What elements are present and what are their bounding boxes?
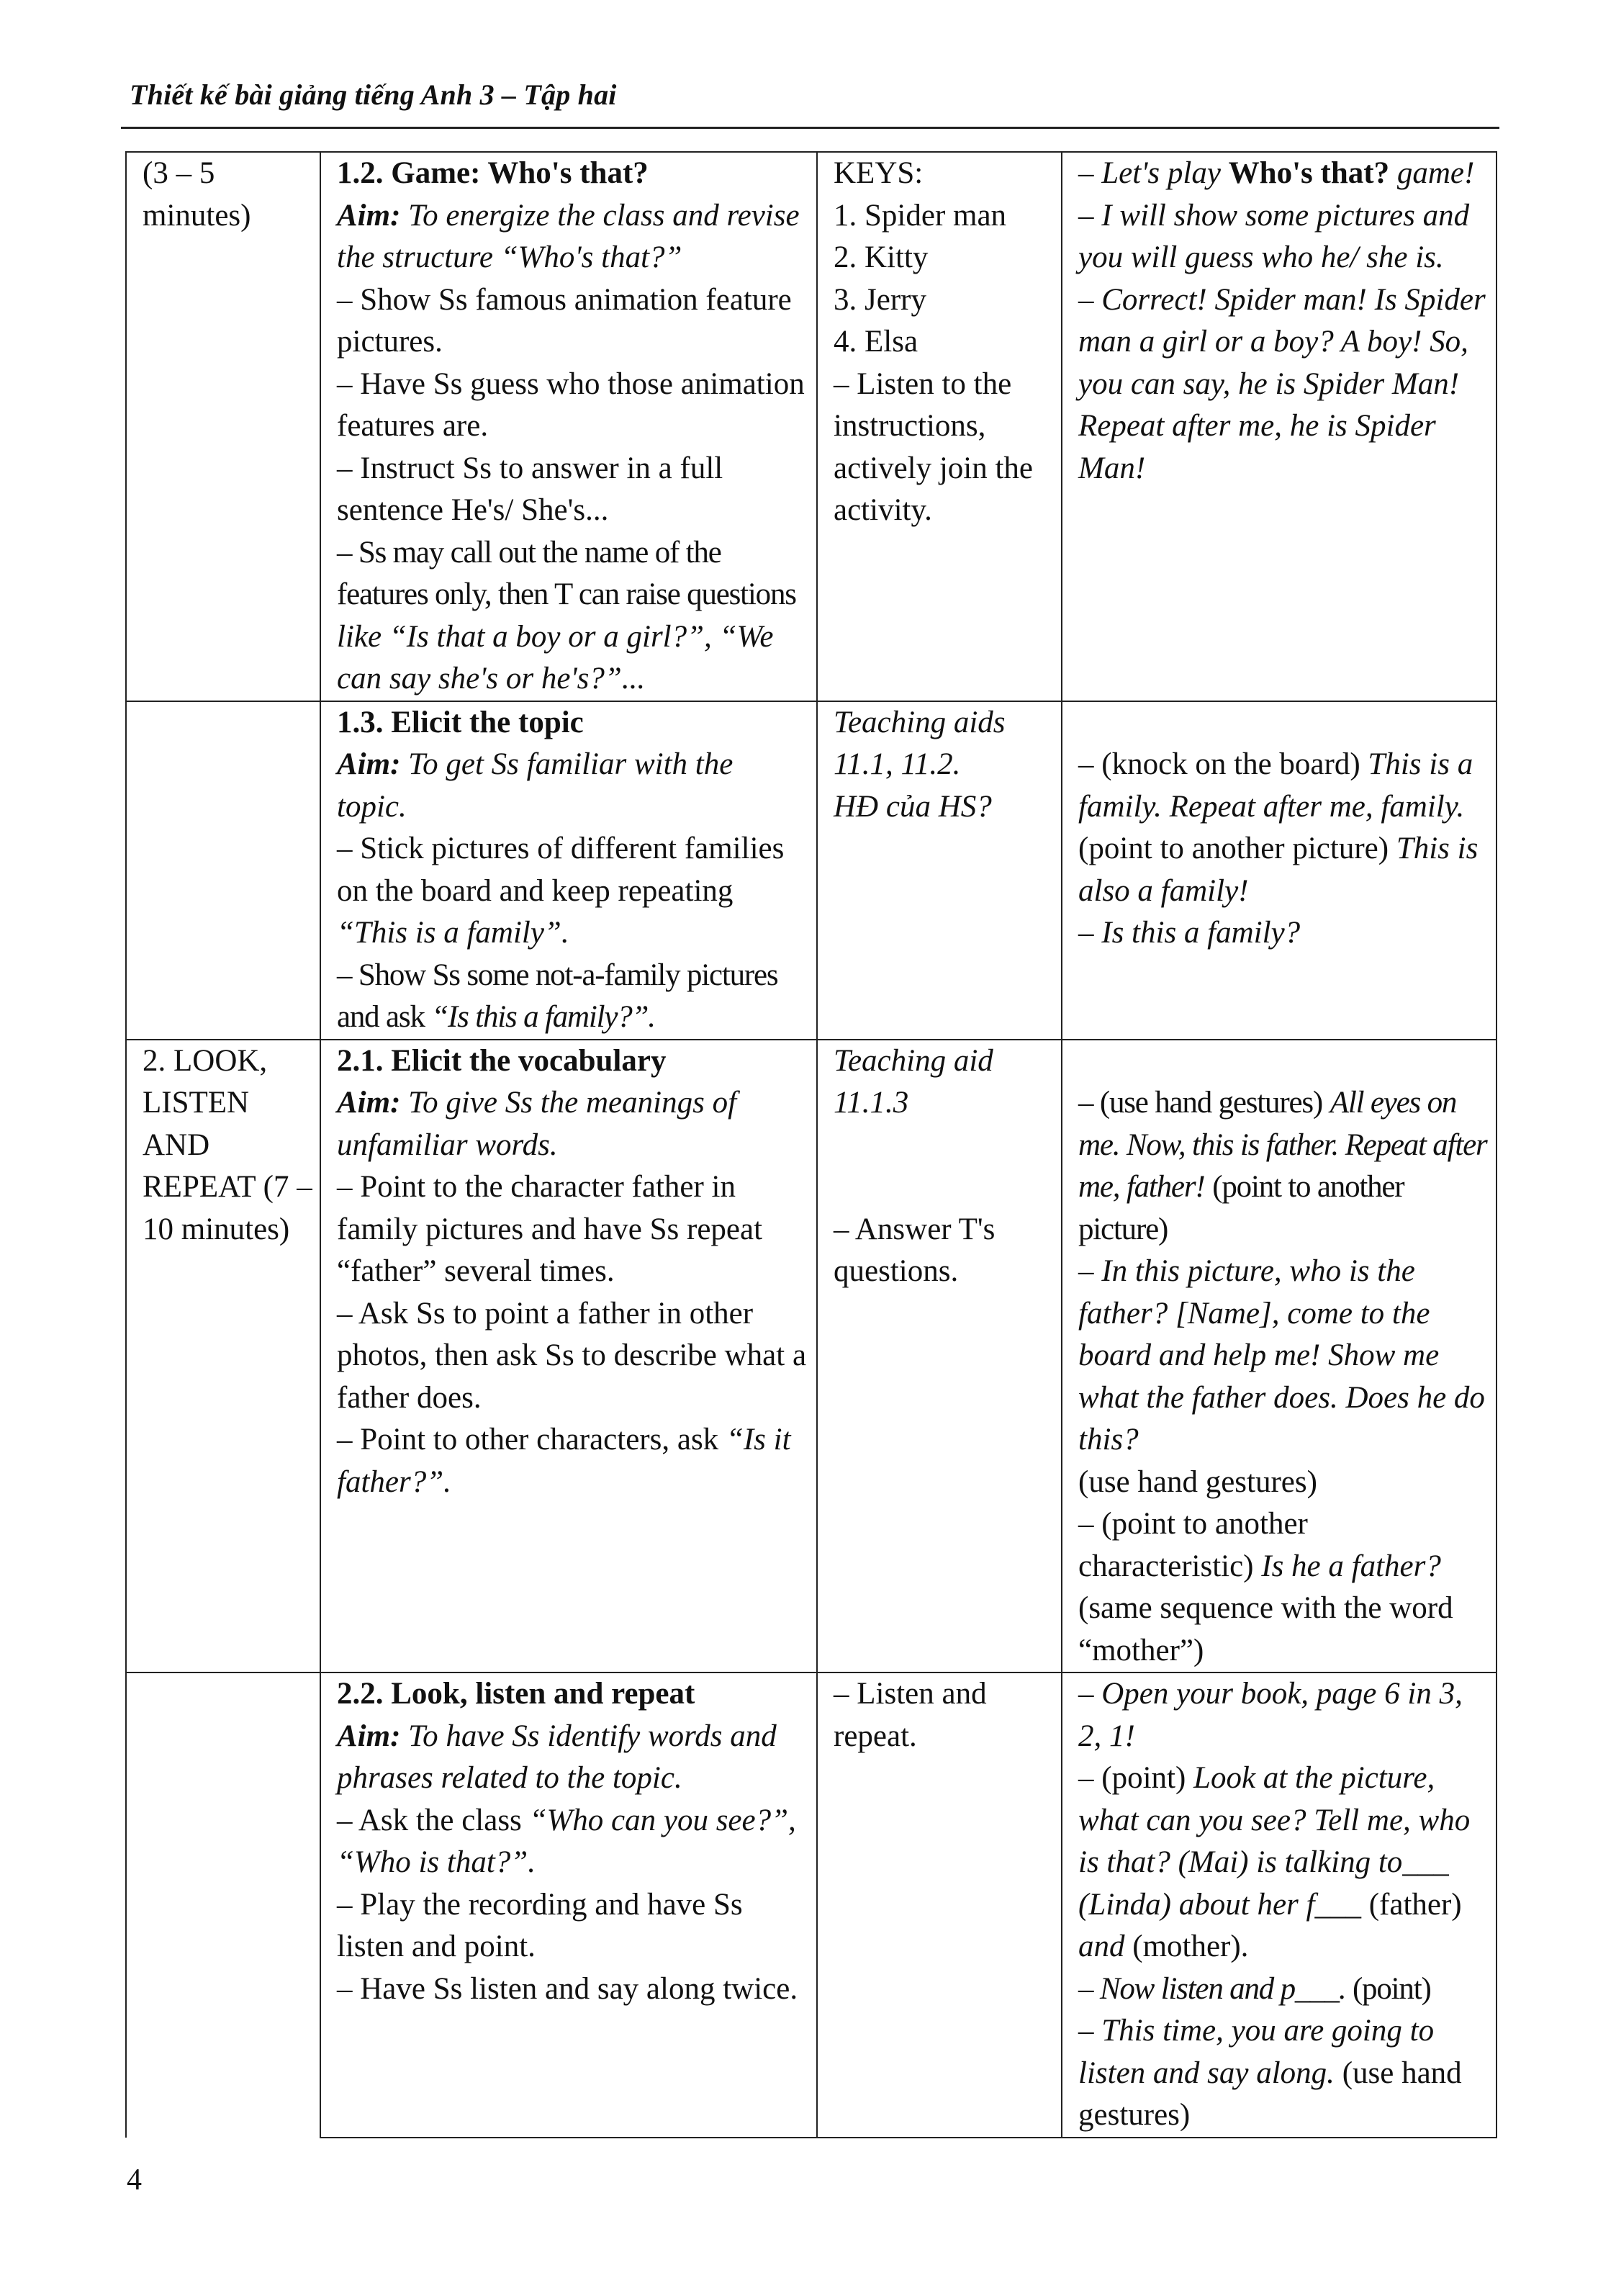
teacher-line: Is he a father?: [1261, 1549, 1441, 1583]
key-item: 3. Jerry: [834, 282, 926, 317]
step-item: – Ask the class: [337, 1803, 522, 1837]
activity-title: 1.2. Game: Who's that?: [337, 156, 649, 190]
materials-cell: [817, 701, 1062, 1040]
step-quote: “Is it father?”.: [337, 1423, 791, 1499]
step-item: – Show Ss some not-a-family pictures and ask: [337, 958, 778, 1034]
teacher-action: (point to another picture): [1078, 1170, 1404, 1246]
page-number: 4: [127, 2164, 142, 2197]
student-activity: – Listen to the instructions, actively join the activity.: [834, 366, 1034, 527]
teacher-line: – This time, you are going to listen and say along.: [1078, 2014, 1435, 2090]
teacher-action: (father): [1368, 1887, 1462, 1922]
teacher-action: – (point to another characteristic): [1078, 1507, 1308, 1583]
teacher-action: (mother).: [1132, 1930, 1249, 1963]
activity-title: 1.3. Elicit the topic: [337, 705, 584, 739]
teacher-line: Look at the picture, what can you see? Tell me, who is that? (Mai) is talking to___ (Linda) about her f___: [1078, 1761, 1471, 1922]
teacher-action: (point to another picture): [1078, 832, 1389, 865]
teacher-line: This is a family. Repeat after me, family.: [1078, 747, 1473, 824]
teaching-aids: 11.1, 11.2.: [834, 747, 961, 781]
aim-text: To energize the class and revise the structure “Who's that?”: [337, 198, 800, 274]
activity-cell: [320, 1673, 817, 2138]
teaching-aid: 11.1.3: [834, 1086, 909, 1120]
teacher-action: (same sequence with the word “mother”): [1078, 1591, 1453, 1667]
aim-text: To give Ss the meanings of unfamiliar words.: [337, 1086, 737, 1162]
aim-label: Aim:: [337, 1086, 401, 1120]
materials-cell: [817, 1040, 1062, 1673]
table-row: [126, 701, 1497, 1040]
teacher-action: – (knock on the board): [1078, 747, 1360, 781]
activity-cell: [320, 701, 817, 1040]
teacher-action: – (use hand gestures): [1078, 1086, 1322, 1120]
step-item: – Have Ss guess who those animation features are.: [337, 366, 805, 443]
table-row: [126, 1673, 1497, 2138]
step-item: – Ask Ss to point a father in other photos, then ask Ss to describe what a father does.: [337, 1296, 807, 1415]
teacher-line: game!: [1396, 156, 1475, 190]
teacher-language-cell: [1062, 701, 1497, 1040]
aim-label: Aim:: [337, 198, 401, 233]
teaching-aids: Teaching aids: [834, 705, 1006, 739]
step-item: – Play the recording and have Ss listen and point.: [337, 1887, 743, 1963]
activity-cell: [320, 152, 817, 701]
stage-title: 2. LOOK, LISTEN AND REPEAT (7 – 10 minutes): [143, 1043, 312, 1246]
step-item-italic: like “Is that a boy or a girl?”, “We can say she's or he's?”...: [337, 619, 774, 695]
activity-title: 2.1. Elicit the vocabulary: [337, 1043, 667, 1078]
keys-label: KEYS:: [834, 156, 924, 190]
step-item: – Have Ss listen and say along twice.: [337, 1971, 798, 2006]
teacher-line: – In this picture, who is the father? [Name], come to the board and help me! Show me what the father does. Does he do this?: [1078, 1254, 1485, 1457]
teacher-line: – Correct! Spider man! Is Spider man a girl or a boy? A boy! So, you can say, he is Spider Man! Repeat after me, he is Spider Man!: [1078, 282, 1486, 485]
time-cell: [126, 1673, 320, 2138]
time-cell: [126, 1040, 320, 1673]
teacher-line: – I will show some pictures and you will guess who he/ she is.: [1078, 198, 1470, 274]
teacher-line: – Is this a family?: [1078, 916, 1301, 950]
step-item: – Show Ss famous animation feature pictures.: [337, 282, 792, 359]
activity-cell: [320, 1040, 817, 1673]
key-item: 1. Spider man: [834, 198, 1007, 233]
lesson-plan-table: [125, 151, 1497, 2138]
teacher-action: (use hand gestures): [1078, 1464, 1317, 1499]
header-divider: [121, 127, 1499, 129]
teacher-language-cell: [1062, 152, 1497, 701]
step-item: – Point to the character father in family pictures and have Ss repeat “father” several times.: [337, 1170, 763, 1288]
materials-cell: [817, 1673, 1062, 2138]
stage-time: (3 – 5 minutes): [143, 156, 251, 233]
student-activity: – Answer T's questions.: [834, 1212, 996, 1288]
materials-cell: [817, 152, 1062, 701]
time-cell: [126, 701, 320, 1040]
game-name: Who's that?: [1228, 156, 1390, 190]
student-activity-note: HĐ của HS?: [834, 789, 992, 824]
step-quote: “This is a family”.: [337, 916, 569, 950]
teaching-aid: Teaching aid: [834, 1043, 993, 1078]
step-item: – Ss may call out the name of the features only, then T can raise questions: [337, 535, 796, 611]
key-item: 2. Kitty: [834, 240, 929, 274]
aim-text: To get Ss familiar with the topic.: [337, 747, 733, 824]
student-activity: – Listen and repeat.: [834, 1677, 987, 1753]
time-cell: [126, 152, 320, 701]
teacher-line: – Open your book, page 6 in 3, 2, 1!: [1078, 1677, 1463, 1753]
teacher-line: All eyes on me. Now, this is father. Repeat after me, father!: [1078, 1086, 1487, 1204]
teacher-action: (use hand gestures): [1078, 2056, 1462, 2132]
teacher-language-cell: [1062, 1673, 1497, 2138]
step-quote: “Is this a family?”.: [431, 1000, 655, 1034]
teacher-action: (point): [1352, 1971, 1431, 2006]
teacher-line: This is also a family!: [1078, 832, 1479, 908]
activity-title: 2.2. Look, listen and repeat: [337, 1677, 695, 1711]
aim-label: Aim:: [337, 1719, 401, 1753]
teacher-line: – Now listen and p___.: [1078, 1971, 1346, 2006]
table-row: [126, 152, 1497, 701]
aim-label: Aim:: [337, 747, 401, 781]
teacher-line: and: [1078, 1930, 1125, 1963]
table-row: [126, 1040, 1497, 1673]
teacher-language-cell: [1062, 1040, 1497, 1673]
step-item: – Point to other characters, ask: [337, 1423, 719, 1457]
step-item: – Stick pictures of different families on the board and keep repeating: [337, 832, 785, 908]
page-header-title: Thiết kế bài giảng tiếng Anh 3 – Tập hai: [130, 78, 617, 111]
step-quote: “Who can you see?”, “Who is that?”.: [337, 1803, 796, 1879]
aim-text: To have Ss identify words and phrases related to the topic.: [337, 1719, 777, 1795]
teacher-action: – (point): [1078, 1761, 1186, 1795]
teacher-line: – Let's play: [1078, 156, 1221, 190]
step-item: – Instruct Ss to answer in a full sentence He's/ She's...: [337, 451, 723, 527]
key-item: 4. Elsa: [834, 325, 918, 359]
